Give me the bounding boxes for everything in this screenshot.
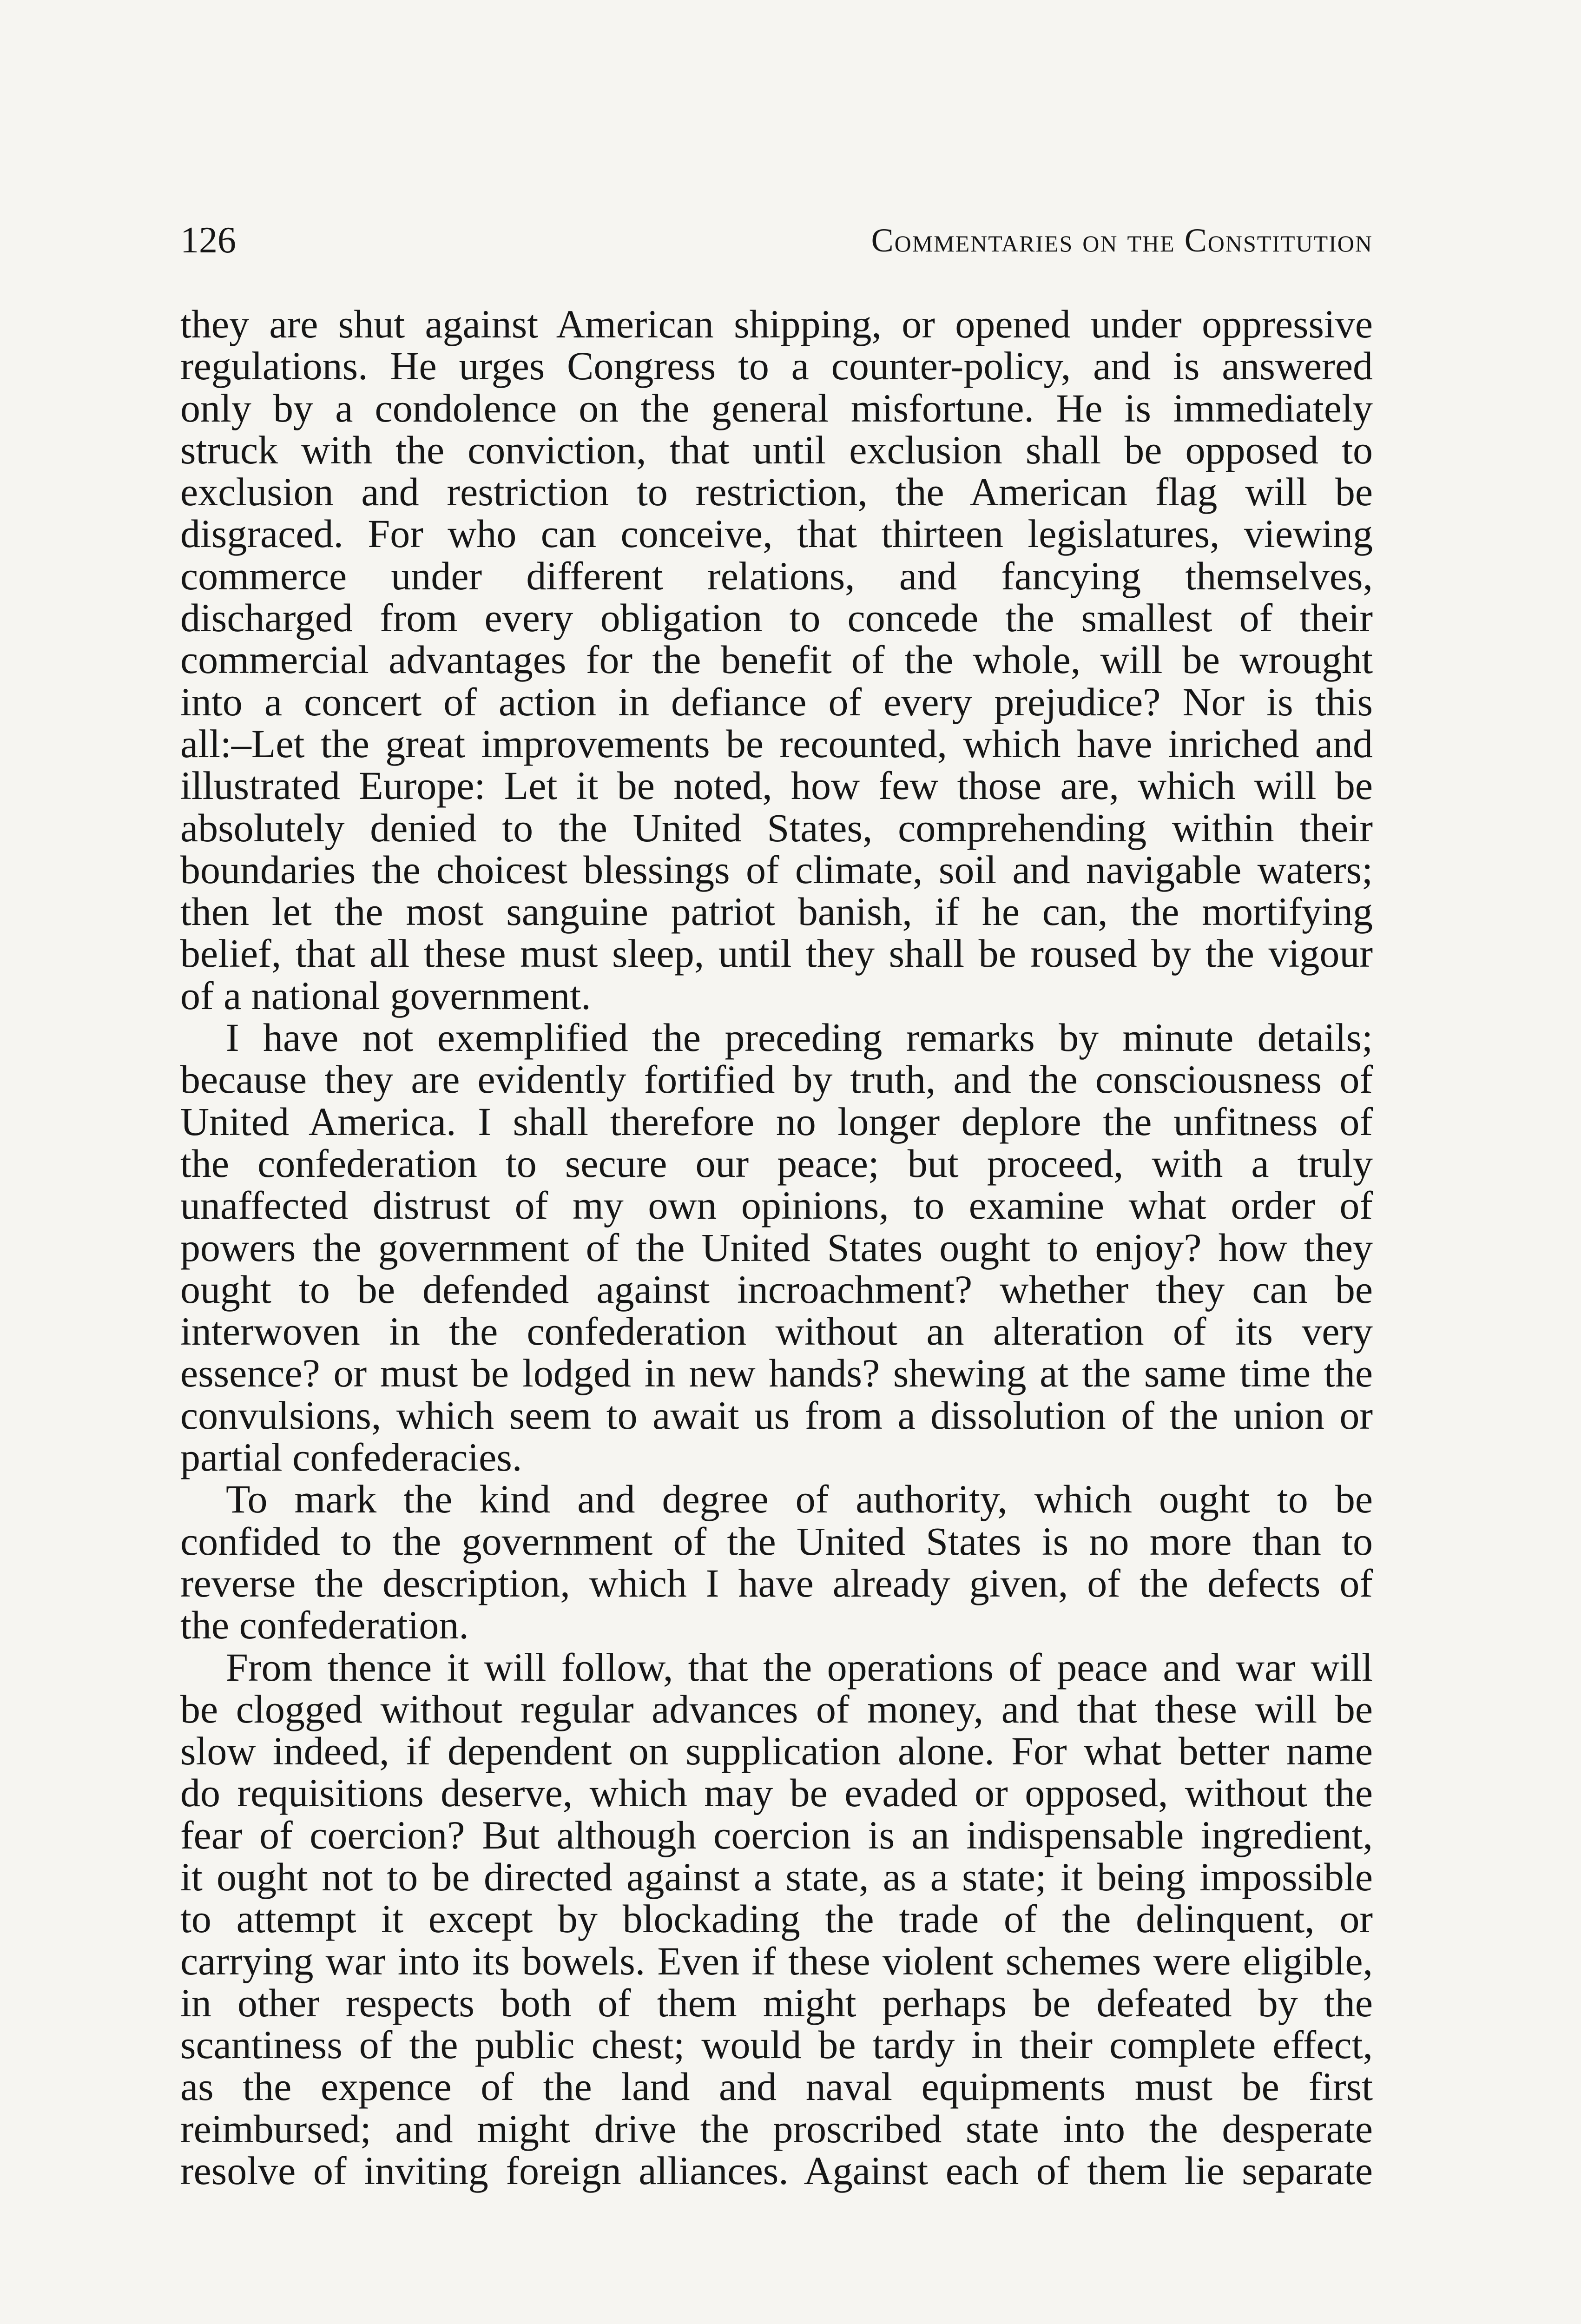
text-line: scantiness of the public chest; would be tardy in their complete effect, bbox=[180, 2022, 1373, 2067]
text-line: in other respects both of them might perhaps be defeated by the bbox=[180, 1980, 1373, 2025]
text-line: disgraced. For who can conceive, that thirteen legislatures, viewing bbox=[180, 511, 1373, 556]
text-line: partial confederacies. bbox=[180, 1435, 522, 1480]
text-line: regulations. He urges Congress to a counter-policy, and is answered bbox=[180, 343, 1373, 389]
text-line: boundaries the choicest blessings of climate, soil and navigable waters; bbox=[180, 847, 1373, 892]
running-head: Commentaries on the Constitution bbox=[871, 222, 1373, 259]
text-line: of a national government. bbox=[180, 973, 591, 1018]
text-line: slow indeed, if dependent on supplication alone. For what better name bbox=[180, 1729, 1373, 1774]
text-line: reverse the description, which I have already given, of the defects of bbox=[180, 1560, 1373, 1605]
text-line: do requisitions deserve, which may be evaded or opposed, without the bbox=[180, 1770, 1373, 1816]
text-line: I have not exemplified the preceding remarks by minute details; bbox=[226, 1015, 1373, 1060]
text-line: reimbursed; and might drive the proscribed state into the desperate bbox=[180, 2106, 1373, 2151]
page-header bbox=[180, 215, 1373, 266]
text-line: United America. I shall therefore no longer deplore the unfitness of bbox=[180, 1099, 1373, 1144]
body-text bbox=[180, 303, 1373, 2192]
text-line: confided to the government of the United States is no more than to bbox=[180, 1519, 1373, 1564]
text-line: belief, that all these must sleep, until they shall be roused by the vigour bbox=[180, 931, 1373, 976]
text-line: interwoven in the confederation without an alteration of its very bbox=[180, 1309, 1373, 1354]
text-line: the confederation to secure our peace; but proceed, with a truly bbox=[180, 1141, 1373, 1186]
text-line: carrying war into its bowels. Even if these violent schemes were eligible, bbox=[180, 1938, 1373, 1983]
text-line: fear of coercion? But although coercion is an indispensable ingredient, bbox=[180, 1812, 1373, 1857]
text-line: unaffected distrust of my own opinions, to examine what order of bbox=[180, 1183, 1373, 1228]
text-line: into a concert of action in defiance of every prejudice? Nor is this bbox=[180, 679, 1373, 724]
text-line: convulsions, which seem to await us from a dissolution of the union or bbox=[180, 1393, 1373, 1438]
text-line: all:–Let the great improvements be recounted, which have inriched and bbox=[180, 721, 1373, 766]
text-line: they are shut against American shipping, or opened under oppressive bbox=[180, 302, 1373, 346]
text-line: struck with the conviction, that until exclusion shall be opposed to bbox=[180, 427, 1373, 472]
text-line: only by a condolence on the general misfortune. He is immediately bbox=[180, 385, 1373, 430]
text-line: powers the government of the United States ought to enjoy? how they bbox=[180, 1225, 1373, 1270]
text-line: From thence it will follow, that the operations of peace and war will bbox=[226, 1644, 1373, 1690]
text-line: commerce under different relations, and fancying themselves, bbox=[180, 553, 1373, 598]
text-line: it ought not to be directed against a state, as a state; it being impossible bbox=[180, 1854, 1373, 1899]
text-line: be clogged without regular advances of money, and that these will be bbox=[180, 1686, 1373, 1731]
text-line: then let the most sanguine patriot banish, if he can, the mortifying bbox=[180, 889, 1373, 934]
page-number: 126 bbox=[180, 220, 236, 261]
text-line: absolutely denied to the United States, comprehending within their bbox=[180, 805, 1373, 850]
text-line: ought to be defended against incroachment? whether they can be bbox=[180, 1267, 1373, 1312]
text-line: as the expence of the land and naval equipments must be first bbox=[180, 2064, 1373, 2109]
text-line: to attempt it except by blockading the trade of the delinquent, or bbox=[180, 1896, 1373, 1941]
text-line: illustrated Europe: Let it be noted, how few those are, which will be bbox=[180, 763, 1373, 808]
text-line: resolve of inviting foreign alliances. Against each of them lie separate bbox=[180, 2148, 1373, 2193]
text-line: the confederation. bbox=[180, 1603, 469, 1648]
text-line: commercial advantages for the benefit of the whole, will be wrought bbox=[180, 637, 1373, 682]
text-line: exclusion and restriction to restriction, the American flag will be bbox=[180, 469, 1373, 515]
text-line: To mark the kind and degree of authority, which ought to be bbox=[226, 1477, 1373, 1522]
text-line: essence? or must be lodged in new hands? shewing at the same time the bbox=[180, 1351, 1373, 1396]
text-line: discharged from every obligation to concede the smallest of their bbox=[180, 595, 1373, 640]
text-line: because they are evidently fortified by truth, and the consciousness of bbox=[180, 1057, 1373, 1102]
